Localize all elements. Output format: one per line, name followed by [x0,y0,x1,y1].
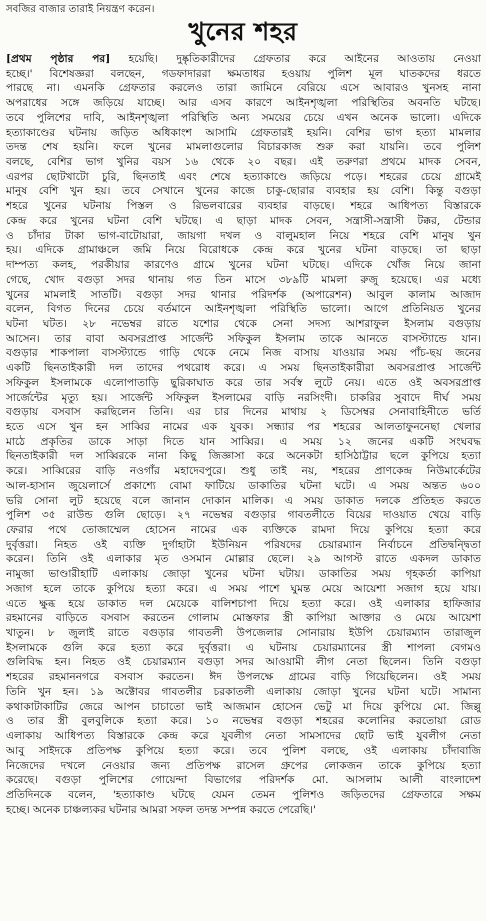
article-line [6,376,481,391]
article-line [6,759,481,774]
article-line-text: তদন্ত শেষ হয়নি। ফলে খুনের মামলাগুলোর বিচারকাজ শুরু করা যায়নি। তবে পুলিশ [6,141,481,154]
article-line-text: রহমানের বাড়িতে বসবাস করতেন গোলাম মোস্তফার স্ত্রী কাপিয়া আক্তার ও মেয়ে আয়েশা [6,612,481,625]
article-line-text: এরপর ছোটখাটো চুরি, ছিনতাই এবং শেষে হত্যাকাণ্ডে জড়িয়ে পড়ে। শহরের চেয়ে গ্রামেই [6,170,481,183]
article-line-text: একটি ছিনতাইকারী দল তাদের পথরোধ করে। এ সময় ছিনতাইকারীরা অবসরপ্রাপ্ত সার্জেন্ট [6,362,481,375]
article-line [6,641,481,656]
article-line-text: হত্যাকাণ্ডের ঘটনায় জড়িত অধিকাংশ আসামি গ্রেফতারই হয়নি। বেশির ভাগ হত্যা মামলার [6,126,481,139]
article-line-text: মাঠে প্রকৃতির ডাকে সাড়া দিতে যান সাব্বির। এ সময় ১২ জনের একটি সংঘবদ্ধ [6,435,481,448]
article-line-text: খাতুন। ৮ জুলাই রাতে বগুড়ার গাবতলী উপজেলার সোনারায় ইউপি চেয়ারম্যান তারাজুল [6,627,481,640]
article-line [6,597,481,612]
article-line [6,391,481,406]
article-line [6,243,481,258]
article-line-text: পারছে না। এমনকি গ্রেফতার করলেও তারা জামিনে বেরিয়ে এসে আবারও খুনসহ নানা [6,82,481,95]
article-line [6,803,481,818]
article-line-text: অপরাধের সঙ্গে জড়িয়ে যাচ্ছে। আর এসব কারণে আইনশৃঙ্খলা পরিস্থিতির অবনতি ঘটছে। [6,97,481,110]
previous-article-last-line: সবজির বাজার তারাই নিয়ন্ত্রণ করেন। [6,4,155,15]
article-line [6,449,481,464]
article-line [6,170,481,185]
article-line-text: তবে পুলিশের দাবি, আইনশৃঙ্খলা পরিস্থিতি অন্য সময়ের চেয়ে এখন অনেক ভালো। এদিকে [6,111,481,124]
article-line [6,479,481,494]
article-line-text: বলছে, বেশির ভাগ খুনির বয়স ১৬ থেকে ২০ বছর। এই তরুণরা প্রথমে মাদক সেবন, [6,156,481,169]
article-line-text: প্রতিদিনকে বলেন, 'হত্যাকাণ্ড ঘটছে যেমন তেমন পুলিশও জড়িতদের গ্রেফতারে সক্ষম [6,788,481,801]
article-line-text: ও চাঁদার টাকা ভাগ-বাটোয়ারা, জায়গা দখল ও বালুমহাল নিয়ে শহরে বেশি মানুষ খুন [6,229,481,242]
article-line [6,273,481,288]
article-line [6,655,481,670]
continuation-kicker: [প্রথম পৃষ্ঠার পর] [6,53,111,65]
article-line-text: তিনি খুন হন। ১৯ অক্টোবর গাবতলীর চরকাতলী এলাকায় জোড়া খুনের ঘটনা ঘটে। সামান্য [6,685,481,698]
article-line-text: নামুজা ভাণ্ডারীহাটি এলাকায় জোড়া খুনের ঘটনা ঘটায়। ডাকাতির সময় গৃহকর্তা কাপিয়া [6,568,481,581]
article-line-text: ঘটনা ঘটত। ২৮ নভেম্বর রাতে যশোর থেকে সেনা সদস্য আশরাফুল ইসলাম বগুড়ায় [6,317,481,330]
article-line [6,140,481,155]
article-line-text: ভরি সোনা লুট হয়েছে বলে জানান দোকান মালিক। এ সময় ডাকাত দলকে প্রতিহত করতে [6,494,481,507]
article-line-text: হচ্ছে।' বিশেষজ্ঞরা বলছেন, গডফাদাররা ক্ষমতাধর হওয়ায় পুলিশ মূল ঘাতকদের ধরতে [6,67,481,80]
article-line-text: সফিকুল ইসলামকে এলোপাতাড়ি ছুরিকাঘাত করে তার সর্বস্ব লুটে নেয়। এতে ওই অবসরপ্রাপ্ত [6,376,481,389]
article-line [6,523,481,538]
article-line [6,714,481,729]
article-line-text: হয়েছি। দুষ্কৃতিকারীদের গ্রেফতার করে আইনের আওতায় নেওয়া [110,53,481,65]
article-line [6,405,481,420]
article-line-text: সজাগ হলে তাকে কুপিয়ে হত্যা করে। এ সময় পাশে ঘুমন্ত মেয়ে আয়েশা সজাগ হয়ে যায়। [6,582,481,595]
article-line [6,611,481,626]
article-line-text: ও তার স্ত্রী বুলবুলিকে হত্যা করে। ১০ নভেম্বর বগুড়া শহরের কলোনির করতোয়া রোড [6,715,481,728]
article-line [6,317,481,332]
article-line [6,626,481,641]
article-line [6,332,481,347]
article-line [6,81,481,96]
article-line-text: ছিনতাইকারী দল সাব্বিরকে নানা কিছু জিজ্ঞাসা করে অনেকটা হাসিঠাট্টার ছলে কুপিয়ে হত্যা [6,450,481,463]
article-line [6,229,481,244]
article-line-text: হয়। এদিকে গ্রামাঞ্চলে জমি নিয়ে বিরোধকে কেন্দ্র করে খুনের ঘটনা বাড়ছে। তা ছাড়া [6,244,481,257]
article-line-text: করেন। তিনি ওই এলাকার মৃত ওসমান মোল্লার ছেলে। ২৯ আগস্ট রাতে একদল ডাকাত [6,553,481,566]
article-line [6,52,481,67]
article-line-text: হচ্ছে। অনেক চাঞ্চল্যকর ঘটনার আমরা সফল তদন্ত সম্পন্ন করতে পেরেছি।' [6,803,316,816]
article-line [6,184,481,199]
article-line-text: ফেরার পথে তোজাম্মেল হোসেন নামের এক ব্যক্তিকে রামদা দিয়ে কুপিয়ে হত্যা করে [6,524,481,536]
article-line-text: কেন্দ্র করে খুনের ঘটনা বেশি ঘটছে। এ ছাড়া মাদক সেবন, সন্ত্রাসী-সন্ত্রাসী টক্কর, টেন্ডার [6,214,481,227]
article-line [6,361,481,376]
article-line [6,435,481,450]
article-line-text: গুলিবিদ্ধ হন। নিহত ওই চেয়ারম্যান বগুড়া সদর আওয়ামী লীগ নেতা ছিলেন। তিনি বগুড়া [6,656,481,669]
article-line-text: মানুষ বেশি খুন হয়। তবে সেখানে খুনের কাজে চাকু-ছোরার ব্যবহার হয় বেশি। কিন্তু বগুড়া [6,185,481,198]
article-line [6,788,481,803]
article-line-text: করে। সাব্বিরের বাড়ি নওগাঁর মহাদেবপুরে। শুধু তাই নয়, শহরের প্রাণকেন্দ্র নিউমার্কেটের [6,465,481,478]
article-line [6,552,481,567]
article-line [6,744,481,759]
article-line-text: আল-হাসান জুয়েলার্সে প্রকাশ্যে বোমা ফাটিয়ে ডাকাতির ঘটনা ঘটে। এ সময় অন্তত ৬০০ [6,479,481,492]
article-line-text: বলেন, বিগত দিনের চেয়ে বর্তমানে আইনশৃঙ্খলা পরিস্থিতি ভালো। আগে প্রতিনিয়ত খুনের [6,303,481,316]
article-line [6,494,481,509]
article-line [6,464,481,479]
article-line [6,538,481,553]
article-line-text: গেছে, খোদ বগুড়া সদর থানায় গত তিন মাসে ৩৮৯টি মামলা রুজু হয়েছে। এর মধ্যে [6,273,481,286]
headline: খুনের শহর [188,17,298,46]
article-line-text: করেছে। বগুড়া পুলিশের গোয়েন্দা বিভাগের পরিদর্শক মো. আসলাম আলী বাংলাদেশ [6,774,481,787]
article-line-text: বগুড়ায় বসবাস করছিলেন তিনি। এর চার দিনের মাথায় ২ ডিসেম্বর সেনাবাহিনীতে ভর্তি [6,406,481,419]
article-line-text: সার্জেন্টের মৃত্যু হয়। সার্জেন্ট সফিকুল ইসলামের বাড়ি নরসিংদী। চাকরির সুবাদে দীর্ঘ সময় [6,391,481,404]
article-line-text: আবু সাইদকে প্রতিপক্ষ কুপিয়ে হত্যা করে। তবে পুলিশ বলছে, ওই এলাকায় চাঁদাবাজি [6,744,481,757]
article-line [6,214,481,229]
article-line [6,288,481,303]
article-line [6,582,481,597]
article-line-text: কথাকাটাকাটির জেরে আপন চাচাতো ভাই আজমান হোসেন ভেটু মা দিয়ে কুপিয়ে মো. জিল্লু [6,700,481,713]
article-line [6,685,481,700]
article-line [6,346,481,361]
article-line-text: বগুড়ার শাকপালা বাসস্ট্যান্ডে গাড়ি থেকে নেমে নিজ বাসায় যাওয়ার সময় পাঁচ-ছয় জনের [6,347,481,360]
article-line [6,126,481,141]
article-line [6,700,481,715]
article-line [6,258,481,273]
article-line [6,111,481,126]
article-line-text: দুর্বৃত্তরা। নিহত ওই ব্যক্তি দুর্গাহাটা ইউনিয়ন পরিষদের চেয়ারম্যান নির্বাচনে প্রতিদ্বন্দ্বিতা [6,538,481,551]
article-line-text: এলাকায় আধিপত্য বিস্তারকে কেন্দ্র করে যুবলীগ নেতা সামসাদের ছোট ভাই যুবলীগ নেতা [6,730,481,743]
article-line-text: হতে এসে খুন হন সাব্বির নামের এক যুবক। সন্ধ্যার পর শহরের আলতাফুননেছা খেলার [6,420,481,433]
article-line-text: এতে ক্ষুব্ধ হয়ে ডাকাত দল মেয়েকে বালিশচাপা দিয়ে হত্যা করে। ওই এলাকার হাফিজার [6,597,481,610]
article-line [6,420,481,435]
article-line [6,96,481,111]
article-line-text: শহরের রহমাননগরে বসবাস করতেন। ঈদ উপলক্ষে গ্রামের বাড়ি গিয়েছিলেন। ওই সময় [6,671,481,684]
article-line [6,199,481,214]
article-line-text: নিজেদের দখলে নেওয়ার জন্য প্রতিপক্ষ রাসেল গ্রুপের লোকজন তাকে কুপিয়ে হত্যা [6,759,481,772]
article-line [6,670,481,685]
article-body [6,52,481,917]
article-line [6,67,481,82]
article-line [6,729,481,744]
article-line-text: শহরে খুনের ঘটনায় পিস্তল ও রিভলবারের ব্যবহার বাড়ছে। শহরে আধিপত্য বিস্তারকে [6,200,481,213]
article-line [6,302,481,317]
article-line-text: আসেন। তার বাবা অবসরপ্রাপ্ত সার্জেন্ট সফিকুল ইসলাম তাকে আনতে বাসস্ট্যান্ডে যান। [6,332,481,345]
article-line [6,773,481,788]
article-line [6,567,481,582]
article-line-text: পুলিশ ৩৫ রাউন্ড গুলি ছোড়ে। ২৭ নভেম্বর বগুড়ার গাবতলীতে বিয়ের দাওয়াত খেয়ে বাড়ি [6,509,481,522]
article-line [6,155,481,170]
article-line [6,508,481,523]
article-line-text: খুনের মামলাই সাতটি। বগুড়া সদর থানার পরিদর্শক (অপারেশন) আবুল কালাম আজাদ [6,288,481,301]
article-line-text: ইসলামকে গুলি করে হত্যা করে দুর্বৃত্তরা। এ ঘটনায় চেয়ারম্যানের স্ত্রী শাপলা বেগমও [6,641,481,654]
article-line-text: দাম্পত্য কলহ, পরকীয়ার কারণেও গ্রামে খুনের ঘটনা ঘটছে। এদিকে খোঁজ নিয়ে জানা [6,259,481,272]
